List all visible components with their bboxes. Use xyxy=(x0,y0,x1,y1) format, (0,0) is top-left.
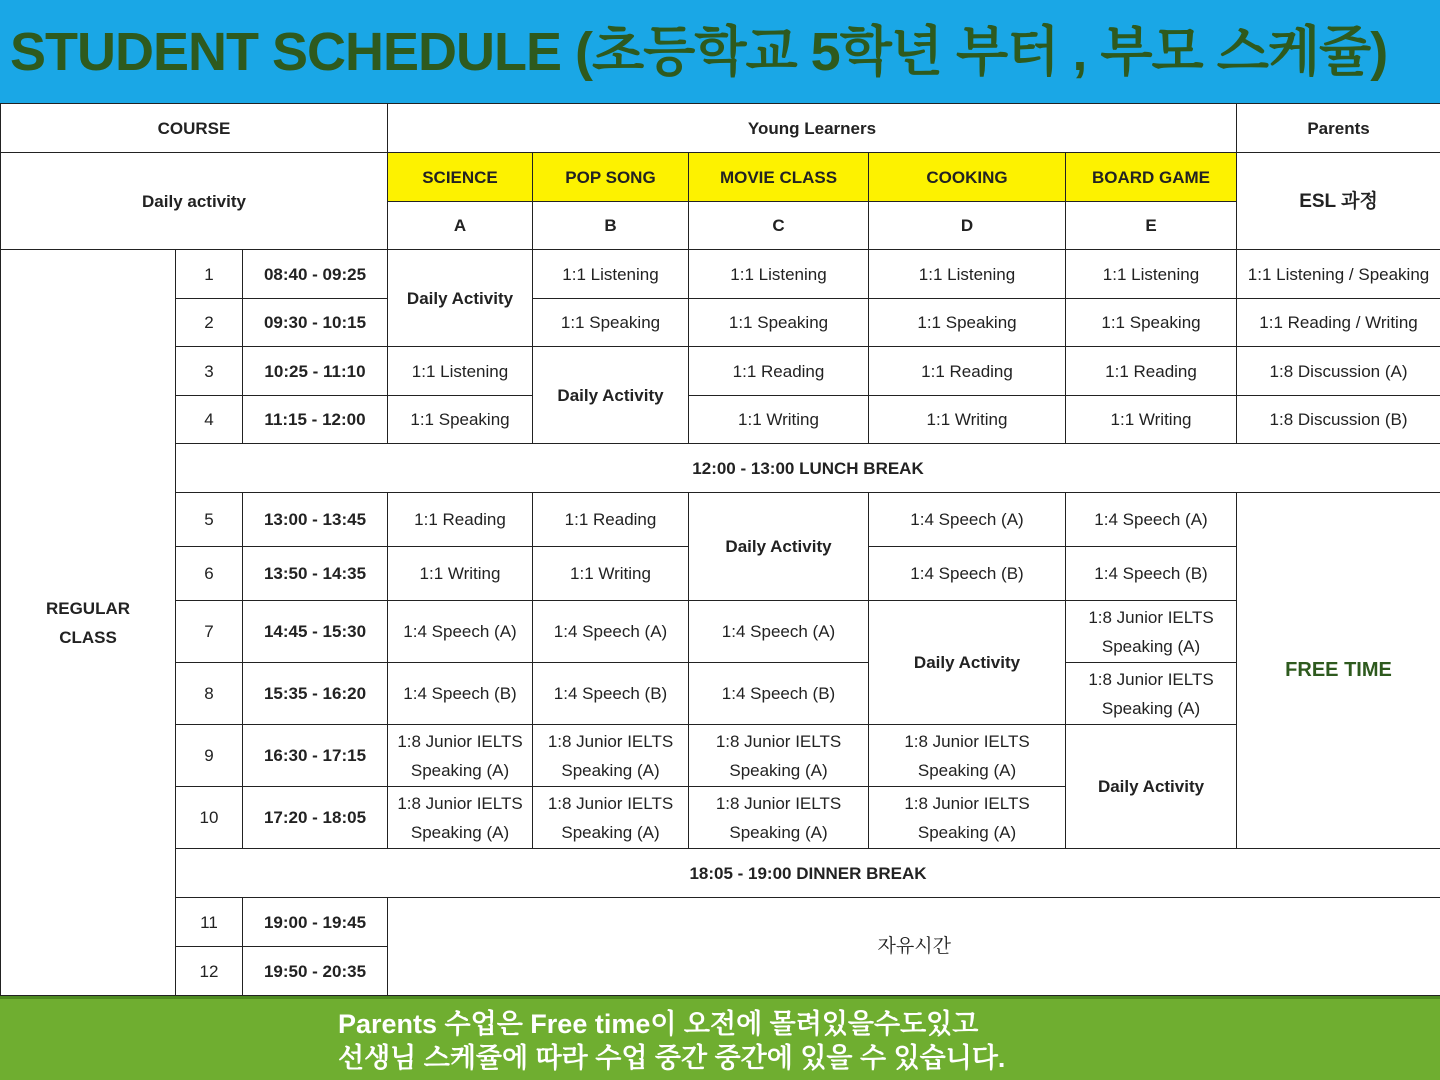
ielts-line1: 1:8 Junior IELTS xyxy=(715,793,842,813)
schedule-cell: 1:1 Speaking xyxy=(689,299,869,347)
schedule-cell: 1:1 Writing xyxy=(388,547,533,601)
period-time: 13:50 - 14:35 xyxy=(243,547,388,601)
period-time: 11:15 - 12:00 xyxy=(243,396,388,444)
ielts-line1: 1:8 Junior IELTS xyxy=(397,793,523,813)
regular-class-label xyxy=(1,250,176,996)
period-time: 19:00 - 19:45 xyxy=(243,898,388,947)
period-time: 17:20 - 18:05 xyxy=(243,787,388,849)
period-number: 6 xyxy=(176,547,243,601)
regular-class-line1: REGULAR xyxy=(45,598,131,618)
course-letter-a: A xyxy=(388,202,533,250)
ielts-line1: 1:8 Junior IELTS xyxy=(715,731,842,751)
ielts-line2: Speaking (A) xyxy=(410,822,510,842)
parents-cell: 1:8 Discussion (A) xyxy=(1237,347,1440,396)
lunch-break: 12:00 - 13:00 LUNCH BREAK xyxy=(176,444,1440,493)
daily-activity-header: Daily activity xyxy=(1,153,388,250)
course-letter-c: C xyxy=(689,202,869,250)
schedule-cell xyxy=(388,725,533,787)
schedule-cell xyxy=(388,787,533,849)
ielts-line2: Speaking (A) xyxy=(729,822,828,842)
period-time: 15:35 - 16:20 xyxy=(243,663,388,725)
schedule-cell: 1:4 Speech (B) xyxy=(533,663,689,725)
schedule-cell: 1:1 Writing xyxy=(1066,396,1237,444)
schedule-cell xyxy=(1066,601,1237,663)
schedule-cell: 1:1 Reading xyxy=(869,347,1066,396)
period-number: 4 xyxy=(176,396,243,444)
schedule-cell: 1:1 Listening xyxy=(533,250,689,299)
period-number: 5 xyxy=(176,493,243,547)
schedule-cell: 1:1 Reading xyxy=(689,347,869,396)
footer-line-2: 선생님 스케쥴에 따라 수업 중간 중간에 있을 수 있습니다. xyxy=(338,1043,1006,1073)
period-time: 09:30 - 10:15 xyxy=(243,299,388,347)
footer-note xyxy=(0,996,1440,1080)
schedule-cell xyxy=(533,787,689,849)
course-movie-class: MOVIE CLASS xyxy=(689,153,869,202)
schedule-cell: 1:4 Speech (B) xyxy=(1066,547,1237,601)
ielts-line2: Speaking (A) xyxy=(917,760,1017,780)
schedule-cell: 1:1 Writing xyxy=(869,396,1066,444)
schedule-cell: 1:1 Reading xyxy=(1066,347,1237,396)
schedule-cell: Daily Activity xyxy=(533,347,689,444)
esl-course-label: ESL 과정 xyxy=(1237,153,1440,250)
period-time: 13:00 - 13:45 xyxy=(243,493,388,547)
ielts-line2: Speaking (A) xyxy=(561,760,660,780)
period-number: 3 xyxy=(176,347,243,396)
ielts-line1: 1:8 Junior IELTS xyxy=(397,731,523,751)
period-number: 9 xyxy=(176,725,243,787)
schedule-table xyxy=(0,103,1440,996)
schedule-cell: Daily Activity xyxy=(1066,725,1237,849)
course-pop-song: POP SONG xyxy=(533,153,689,202)
free-time-cell: FREE TIME xyxy=(1237,493,1440,849)
schedule-cell: 1:1 Speaking xyxy=(869,299,1066,347)
schedule-cell: 1:4 Speech (A) xyxy=(689,601,869,663)
period-time: 19:50 - 20:35 xyxy=(243,947,388,996)
ielts-line1: 1:8 Junior IELTS xyxy=(547,793,674,813)
free-time-korean: 자유시간 xyxy=(388,898,1440,996)
schedule-cell: 1:4 Speech (B) xyxy=(388,663,533,725)
schedule-cell xyxy=(869,787,1066,849)
schedule-cell: 1:4 Speech (A) xyxy=(388,601,533,663)
period-number: 11 xyxy=(176,898,243,947)
title-banner xyxy=(0,0,1440,103)
schedule-cell xyxy=(1066,663,1237,725)
ielts-line2: Speaking (A) xyxy=(729,760,828,780)
period-number: 12 xyxy=(176,947,243,996)
period-number: 1 xyxy=(176,250,243,299)
parents-cell: 1:8 Discussion (B) xyxy=(1237,396,1440,444)
course-board-game: BOARD GAME xyxy=(1066,153,1237,202)
schedule-cell: 1:1 Writing xyxy=(533,547,689,601)
period-time: 08:40 - 09:25 xyxy=(243,250,388,299)
dinner-break: 18:05 - 19:00 DINNER BREAK xyxy=(176,849,1440,898)
course-letter-e: E xyxy=(1066,202,1237,250)
schedule-cell xyxy=(689,725,869,787)
course-letter-d: D xyxy=(869,202,1066,250)
schedule-cell xyxy=(533,725,689,787)
schedule-cell: 1:1 Listening xyxy=(1066,250,1237,299)
parents-header: Parents xyxy=(1237,104,1440,153)
ielts-line1: 1:8 Junior IELTS xyxy=(1088,607,1214,627)
schedule-cell: 1:1 Speaking xyxy=(533,299,689,347)
schedule-cell: 1:4 Speech (B) xyxy=(869,547,1066,601)
ielts-line2: Speaking (A) xyxy=(1101,636,1201,656)
course-letter-b: B xyxy=(533,202,689,250)
period-time: 10:25 - 11:10 xyxy=(243,347,388,396)
parents-cell: 1:1 Reading / Writing xyxy=(1237,299,1440,347)
schedule-cell: Daily Activity xyxy=(388,250,533,347)
ielts-line2: Speaking (A) xyxy=(917,822,1017,842)
ielts-line1: 1:8 Junior IELTS xyxy=(904,731,1030,751)
schedule-cell xyxy=(689,787,869,849)
schedule-cell: 1:1 Speaking xyxy=(1066,299,1237,347)
period-number: 7 xyxy=(176,601,243,663)
period-number: 8 xyxy=(176,663,243,725)
schedule-cell: Daily Activity xyxy=(869,601,1066,725)
period-time: 14:45 - 15:30 xyxy=(243,601,388,663)
ielts-line1: 1:8 Junior IELTS xyxy=(547,731,674,751)
schedule-cell: 1:1 Listening xyxy=(689,250,869,299)
footer-line-1: Parents 수업은 Free time이 오전에 몰려있을수도있고 xyxy=(338,1009,979,1039)
page-title: STUDENT SCHEDULE (초등학교 5학년 부터 , 부모 스케쥴) xyxy=(10,22,1388,82)
course-header: COURSE xyxy=(1,104,388,153)
schedule-cell: 1:1 Speaking xyxy=(388,396,533,444)
ielts-line2: Speaking (A) xyxy=(410,760,510,780)
period-number: 2 xyxy=(176,299,243,347)
schedule-cell: Daily Activity xyxy=(689,493,869,601)
young-learners-header: Young Learners xyxy=(388,104,1237,153)
schedule-cell: 1:4 Speech (B) xyxy=(689,663,869,725)
schedule-cell: 1:1 Listening xyxy=(388,347,533,396)
schedule-cell: 1:1 Reading xyxy=(533,493,689,547)
course-cooking: COOKING xyxy=(869,153,1066,202)
period-number: 10 xyxy=(176,787,243,849)
schedule-cell: 1:4 Speech (A) xyxy=(869,493,1066,547)
ielts-line2: Speaking (A) xyxy=(1101,698,1201,718)
schedule-cell: 1:4 Speech (A) xyxy=(1066,493,1237,547)
schedule-cell: 1:1 Listening xyxy=(869,250,1066,299)
schedule-cell: 1:4 Speech (A) xyxy=(533,601,689,663)
course-science: SCIENCE xyxy=(388,153,533,202)
regular-class-line2: CLASS xyxy=(59,627,117,647)
schedule-cell: 1:1 Reading xyxy=(388,493,533,547)
schedule-cell xyxy=(869,725,1066,787)
ielts-line2: Speaking (A) xyxy=(561,822,660,842)
ielts-line1: 1:8 Junior IELTS xyxy=(904,793,1030,813)
parents-cell: 1:1 Listening / Speaking xyxy=(1237,250,1440,299)
period-time: 16:30 - 17:15 xyxy=(243,725,388,787)
schedule-cell: 1:1 Writing xyxy=(689,396,869,444)
ielts-line1: 1:8 Junior IELTS xyxy=(1088,669,1214,689)
